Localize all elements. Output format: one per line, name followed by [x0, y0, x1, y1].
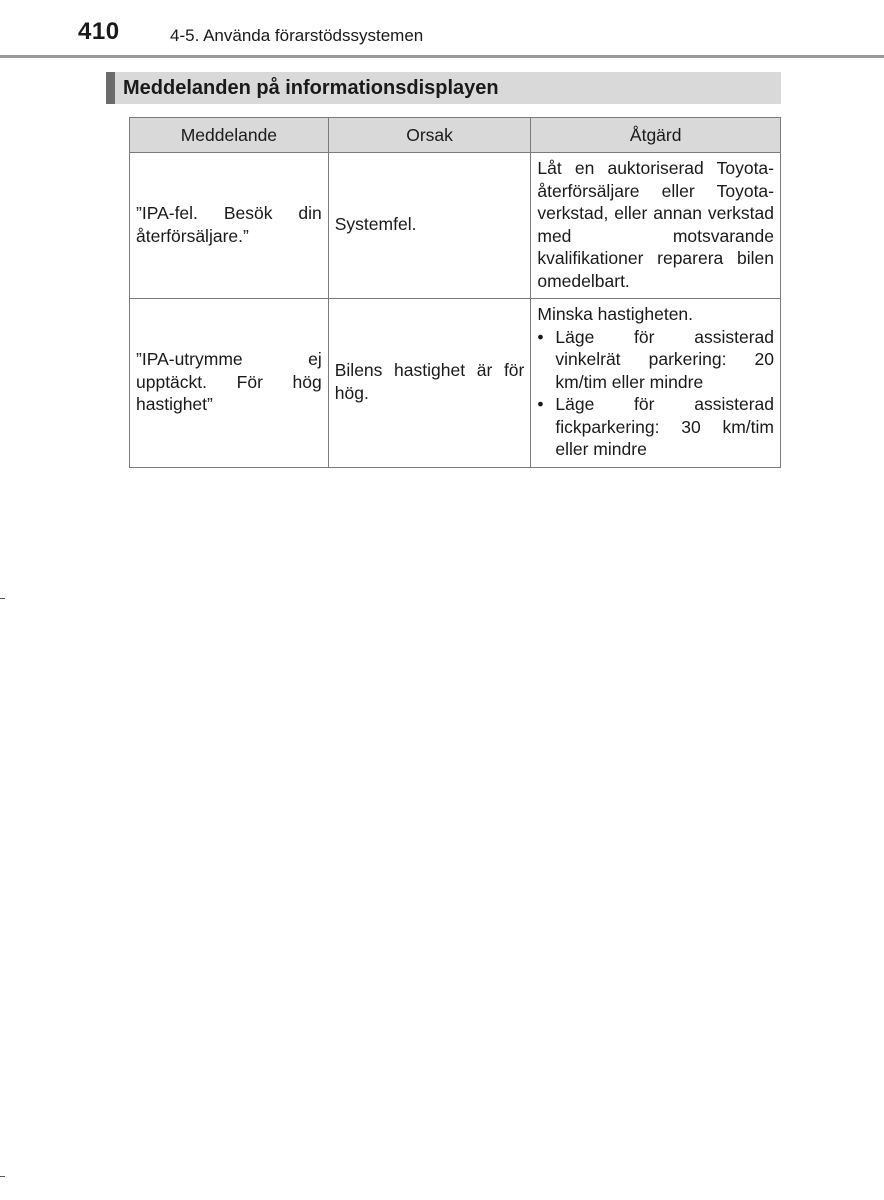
message-cell: ”IPA-utrymme ej upptäckt. För hög hastighet”	[130, 299, 329, 468]
bullet-icon: •	[537, 394, 544, 414]
action-cell	[531, 299, 781, 468]
table-row	[130, 299, 781, 468]
table-header-row	[130, 118, 781, 153]
crop-mark	[0, 1176, 5, 1177]
table-row	[130, 153, 781, 299]
action-list	[537, 326, 774, 461]
bullet-icon: •	[537, 326, 544, 347]
action-cell	[531, 153, 781, 299]
list-item	[537, 326, 774, 394]
section-title: Meddelanden på informationsdisplayen	[123, 77, 499, 99]
crop-mark	[0, 598, 5, 599]
cause-cell: Systemfel.	[328, 153, 531, 299]
page-header	[0, 0, 884, 58]
action-text: Minska hastigheten.	[537, 304, 694, 324]
cause-cell: Bilens hastighet är för hög.	[328, 299, 531, 468]
column-header-message: Meddelande	[130, 118, 329, 153]
list-item-text: Läge för assisterad fickparkering: 30 km/tim eller mindre	[555, 394, 774, 459]
chapter-title: 4-5. Använda förarstödssystemen	[170, 26, 424, 45]
action-text: Låt en auktoriserad Toyota-återförsäljare eller Toyota-verkstad, eller annan verkstad med motsvarande kvalifikationer reparera bilen omedelbart.	[537, 158, 774, 291]
column-header-cause: Orsak	[328, 118, 531, 153]
list-item	[537, 393, 774, 461]
page-number: 410	[78, 18, 120, 45]
column-header-action: Åtgärd	[531, 118, 781, 153]
message-cell: ”IPA-fel. Besök din återförsäljare.”	[130, 153, 329, 299]
messages-table	[129, 117, 781, 468]
section-heading	[106, 72, 781, 104]
list-item-text: Läge för assisterad vinkelrät parkering: 20 km/tim eller mindre	[555, 326, 774, 392]
